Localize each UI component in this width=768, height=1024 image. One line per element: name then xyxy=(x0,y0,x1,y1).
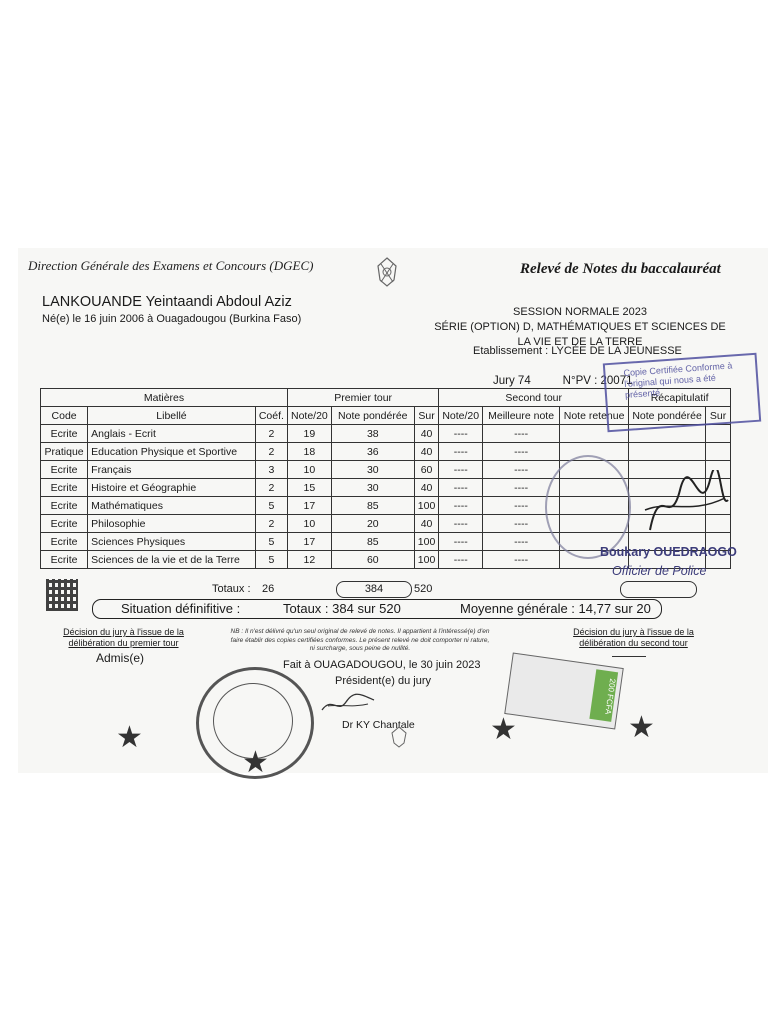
table-row xyxy=(41,443,731,461)
cell-st-best: ---- xyxy=(483,461,560,479)
qr-code xyxy=(46,579,78,611)
second-tour-blank xyxy=(612,656,646,657)
cell-st-best: ---- xyxy=(483,425,560,443)
session-serie: SÉRIE (OPTION) D, MATHÉMATIQUES ET SCIENCES DE LA VIE ET DE LA TERRE xyxy=(434,321,726,348)
candidate-birth: Né(e) le 16 juin 2006 à Ouagadougou (Burkina Faso) xyxy=(42,313,302,325)
cell-empty xyxy=(706,425,731,443)
deliberation-second-label: Décision du jury à l'issue de la délibération du second tour xyxy=(573,627,694,648)
certified-copy-stamp xyxy=(603,353,761,433)
star-icon: ★ xyxy=(242,746,269,779)
cell-libelle: Sciences de la vie et de la Terre xyxy=(88,551,256,569)
group-header-premier-tour: Premier tour xyxy=(288,389,439,407)
star-icon: ★ xyxy=(490,713,517,746)
deliberation-first-result: Admis(e) xyxy=(96,651,145,665)
col-header: Note/20 xyxy=(439,407,483,425)
cell-sur: 40 xyxy=(414,443,439,461)
pv-number: N°PV : 20071 xyxy=(562,375,633,387)
situation-totaux: Totaux : 384 sur 520 xyxy=(283,601,401,616)
group-header-recap: Récapitulatif xyxy=(629,389,731,407)
cell-coef: 5 xyxy=(255,551,287,569)
etablissement: Etablissement : LYCÉE DE LA JEUNESSE xyxy=(473,345,682,357)
cell-sur: 100 xyxy=(414,497,439,515)
cell-libelle: Philosophie xyxy=(88,515,256,533)
final-situation-box xyxy=(92,599,662,619)
cell-note: 10 xyxy=(288,461,332,479)
cell-libelle: Sciences Physiques xyxy=(88,533,256,551)
col-header: Note retenue xyxy=(560,407,629,425)
president-name: Dr KY Chantale xyxy=(342,719,415,731)
cell-libelle: Mathématiques xyxy=(88,497,256,515)
deliberation-first-label: Décision du jury à l'issue de la délibération du premier tour xyxy=(63,627,184,648)
cell-empty xyxy=(706,443,731,461)
cell-note: 18 xyxy=(288,443,332,461)
cell-coef: 2 xyxy=(255,479,287,497)
col-header: Sur xyxy=(706,407,731,425)
cell-empty xyxy=(629,443,706,461)
cell-libelle: Histoire et Géographie xyxy=(88,479,256,497)
col-header: Note/20 xyxy=(288,407,332,425)
cell-note: 19 xyxy=(288,425,332,443)
president-signature-icon xyxy=(318,688,378,716)
cell-ponderee: 60 xyxy=(331,551,414,569)
cell-coef: 5 xyxy=(255,497,287,515)
cell-sur: 40 xyxy=(414,515,439,533)
document-title: Relevé de Notes du baccalauréat xyxy=(520,261,721,277)
cell-st-best: ---- xyxy=(483,497,560,515)
cell-ponderee: 30 xyxy=(331,461,414,479)
group-header-matieres: Matières xyxy=(41,389,288,407)
cell-ponderee: 30 xyxy=(331,479,414,497)
col-header: Libellé xyxy=(88,407,256,425)
star-icon: ★ xyxy=(628,711,655,744)
totals-coef: 26 xyxy=(262,583,275,595)
cell-ponderee: 38 xyxy=(331,425,414,443)
cell-st-note: ---- xyxy=(439,479,483,497)
cell-st-note: ---- xyxy=(439,443,483,461)
col-header: Sur xyxy=(414,407,439,425)
session-info xyxy=(430,305,730,350)
cell-st-note: ---- xyxy=(439,461,483,479)
cell-libelle: Education Physique et Sportive xyxy=(88,443,256,461)
cell-code: Ecrite xyxy=(41,551,88,569)
cell-coef: 2 xyxy=(255,443,287,461)
cell-st-note: ---- xyxy=(439,425,483,443)
totals-label: Totaux : xyxy=(212,583,251,595)
cell-ponderee: 36 xyxy=(331,443,414,461)
cell-code: Ecrite xyxy=(41,425,88,443)
cell-code: Pratique xyxy=(41,443,88,461)
cell-st-best: ---- xyxy=(483,443,560,461)
cell-st-best: ---- xyxy=(483,515,560,533)
official-seal-icon xyxy=(545,455,631,559)
candidate-name: LANKOUANDE Yeintaandi Abdoul Aziz xyxy=(42,294,292,310)
cell-note: 12 xyxy=(288,551,332,569)
coat-of-arms-small-icon xyxy=(387,725,411,749)
situation-moyenne: Moyenne générale : 14,77 sur 20 xyxy=(460,601,651,616)
group-header-second-tour: Second tour xyxy=(439,389,629,407)
cell-sur: 100 xyxy=(414,533,439,551)
col-header: Note pondérée xyxy=(331,407,414,425)
cell-code: Ecrite xyxy=(41,533,88,551)
cell-coef: 3 xyxy=(255,461,287,479)
cell-coef: 2 xyxy=(255,425,287,443)
cell-coef: 2 xyxy=(255,515,287,533)
star-icon: ★ xyxy=(116,721,143,754)
place-date: Fait à OUAGADOUGOU, le 30 juin 2023 xyxy=(283,659,481,671)
jury-number: Jury 74 xyxy=(493,375,531,387)
fiscal-stamp-value: 200 FCFA xyxy=(589,669,618,722)
cell-st-best: ---- xyxy=(483,533,560,551)
cell-code: Ecrite xyxy=(41,461,88,479)
cell-code: Ecrite xyxy=(41,515,88,533)
totals-second-tour-box xyxy=(620,581,697,598)
col-header: Coéf. xyxy=(255,407,287,425)
totals-ponderee: 384 xyxy=(336,581,412,598)
president-title: Président(e) du jury xyxy=(335,675,431,687)
cell-sur: 100 xyxy=(414,551,439,569)
col-header: Note pondérée xyxy=(629,407,706,425)
cell-coef: 5 xyxy=(255,533,287,551)
cell-sur: 60 xyxy=(414,461,439,479)
org-title: Direction Générale des Examens et Concours (DGEC) xyxy=(28,258,314,273)
cell-note: 15 xyxy=(288,479,332,497)
situation-label: Situation définifitive : xyxy=(121,601,241,616)
cell-st-best: ---- xyxy=(483,479,560,497)
cell-st-note: ---- xyxy=(439,533,483,551)
coat-of-arms-icon xyxy=(372,256,402,290)
totals-sur: 520 xyxy=(414,583,433,595)
cell-st-note: ---- xyxy=(439,551,483,569)
cell-ponderee: 20 xyxy=(331,515,414,533)
cell-note: 17 xyxy=(288,497,332,515)
cell-ponderee: 85 xyxy=(331,533,414,551)
certified-copy-text: Copie Certifiée Conforme à l'original qui nous a été présenté xyxy=(623,360,733,400)
col-header: Meilleure note xyxy=(483,407,560,425)
cell-note: 10 xyxy=(288,515,332,533)
cell-sur: 40 xyxy=(414,425,439,443)
cell-ponderee: 85 xyxy=(331,497,414,515)
police-officer-title: Officier de Police xyxy=(612,564,707,578)
cell-st-note: ---- xyxy=(439,497,483,515)
cell-code: Ecrite xyxy=(41,497,88,515)
police-officer-name: Boukary OUEDRAOGO xyxy=(600,545,737,559)
cell-libelle: Anglais - Ecrit xyxy=(88,425,256,443)
cell-sur: 40 xyxy=(414,479,439,497)
cell-code: Ecrite xyxy=(41,479,88,497)
cell-st-best: ---- xyxy=(483,551,560,569)
cell-note: 17 xyxy=(288,533,332,551)
table-row xyxy=(41,461,731,479)
cell-libelle: Français xyxy=(88,461,256,479)
cell-st-note: ---- xyxy=(439,515,483,533)
session-name: SESSION NORMALE 2023 xyxy=(513,306,647,318)
col-header: Code xyxy=(41,407,88,425)
police-signature-icon xyxy=(640,470,730,540)
nb-notice: NB : Il n'est délivré qu'un seul original de relevé de notes. Il appartient à l'intéressé(e) d'en faire établir des copies certifiées conformes. Le présent relevé ne doit comporter ni rature, ni surcharge, sous peine de nullité. xyxy=(230,628,490,652)
